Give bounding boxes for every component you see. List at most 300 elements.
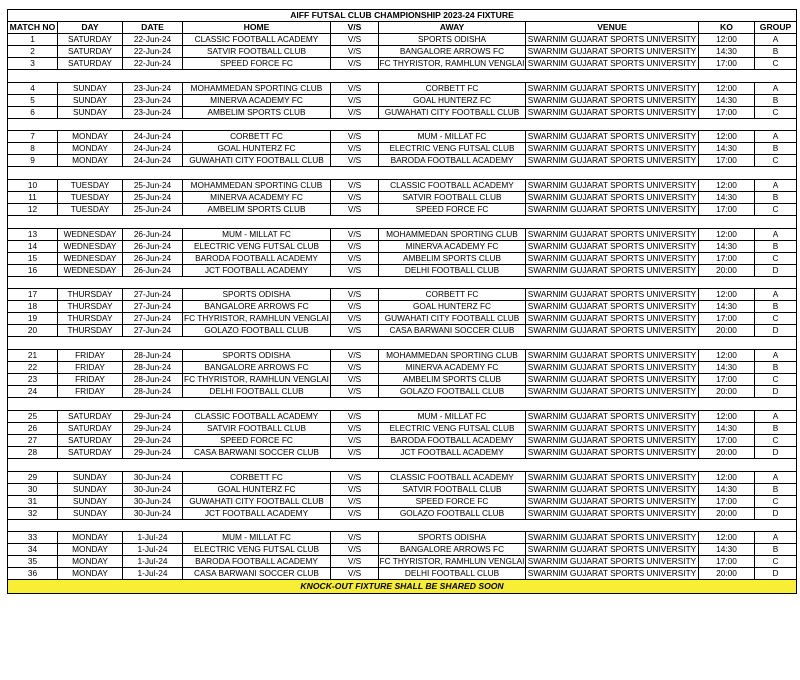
day-cell: SUNDAY (58, 495, 123, 507)
day-cell: SATURDAY (58, 410, 123, 422)
kickoff-cell: 12:00 (699, 410, 755, 422)
fixture-row (8, 350, 797, 362)
vs-cell: V/S (331, 483, 379, 495)
fixture-row (8, 544, 797, 556)
venue-cell: SWARNIM GUJARAT SPORTS UNIVERSITY (526, 434, 699, 446)
group-cell: B (755, 362, 797, 374)
match-no-cell: 3 (8, 58, 58, 70)
home-team-cell: AMBELIM SPORTS CLUB (183, 106, 331, 118)
venue-cell: SWARNIM GUJARAT SPORTS UNIVERSITY (526, 556, 699, 568)
vs-cell: V/S (331, 350, 379, 362)
fixture-row (8, 180, 797, 192)
group-cell: C (755, 434, 797, 446)
fixture-row (8, 532, 797, 544)
header-date: DATE (123, 22, 183, 34)
date-cell: 22-Jun-24 (123, 46, 183, 58)
date-cell: 26-Jun-24 (123, 264, 183, 276)
vs-cell: V/S (331, 446, 379, 458)
match-no-cell: 26 (8, 422, 58, 434)
vs-cell: V/S (331, 82, 379, 94)
date-cell: 30-Jun-24 (123, 483, 183, 495)
day-cell: SATURDAY (58, 34, 123, 46)
venue-cell: SWARNIM GUJARAT SPORTS UNIVERSITY (526, 422, 699, 434)
fixture-row (8, 252, 797, 264)
fixture-row (8, 362, 797, 374)
fixture-row (8, 34, 797, 46)
venue-cell: SWARNIM GUJARAT SPORTS UNIVERSITY (526, 106, 699, 118)
match-no-cell: 12 (8, 204, 58, 216)
vs-cell: V/S (331, 94, 379, 106)
home-team-cell: ELECTRIC VENG FUTSAL CLUB (183, 544, 331, 556)
home-team-cell: MUM - MILLAT FC (183, 532, 331, 544)
away-team-cell: AMBELIM SPORTS CLUB (379, 374, 526, 386)
date-cell: 25-Jun-24 (123, 204, 183, 216)
match-no-cell: 23 (8, 374, 58, 386)
home-team-cell: FC THYRISTOR, RAMHLUN VENGLAI (184, 313, 329, 324)
fixture-title: AIFF FUTSAL CLUB CHAMPIONSHIP 2023-24 FIXTURE (8, 10, 797, 22)
header-away: AWAY (379, 22, 526, 34)
group-cell: B (755, 544, 797, 556)
group-cell: A (755, 350, 797, 362)
kickoff-cell: 14:30 (699, 483, 755, 495)
match-no-cell: 5 (8, 94, 58, 106)
day-cell: SATURDAY (58, 422, 123, 434)
fixture-row (8, 155, 797, 167)
home-team-cell: SPORTS ODISHA (183, 289, 331, 301)
home-team-cell: MINERVA ACADEMY FC (183, 192, 331, 204)
home-team-cell: MOHAMMEDAN SPORTING CLUB (183, 180, 331, 192)
day-cell: SUNDAY (58, 106, 123, 118)
away-team-cell: MOHAMMEDAN SPORTING CLUB (379, 350, 526, 362)
venue-cell: SWARNIM GUJARAT SPORTS UNIVERSITY (526, 301, 699, 313)
date-cell: 1-Jul-24 (123, 556, 183, 568)
away-team-cell: MOHAMMEDAN SPORTING CLUB (379, 228, 526, 240)
away-team-cell: SPEED FORCE FC (379, 204, 526, 216)
vs-cell: V/S (331, 180, 379, 192)
vs-cell: V/S (331, 325, 379, 337)
away-team-cell: GUWAHATI CITY FOOTBALL CLUB (379, 313, 526, 325)
venue-cell: SWARNIM GUJARAT SPORTS UNIVERSITY (526, 155, 699, 167)
date-cell: 1-Jul-24 (123, 568, 183, 580)
group-cell: B (755, 422, 797, 434)
group-cell: A (755, 180, 797, 192)
vs-cell: V/S (331, 544, 379, 556)
date-cell: 26-Jun-24 (123, 228, 183, 240)
home-team-cell: GOLAZO FOOTBALL CLUB (183, 325, 331, 337)
venue-cell: SWARNIM GUJARAT SPORTS UNIVERSITY (526, 228, 699, 240)
away-team-cell: SPEED FORCE FC (379, 495, 526, 507)
venue-cell: SWARNIM GUJARAT SPORTS UNIVERSITY (526, 131, 699, 143)
title-row (8, 10, 797, 22)
vs-cell: V/S (331, 532, 379, 544)
header-vs: V/S (331, 22, 379, 34)
match-no-cell: 1 (8, 34, 58, 46)
date-cell: 27-Jun-24 (123, 313, 183, 325)
spacer-cell (8, 398, 797, 411)
day-cell: MONDAY (58, 155, 123, 167)
kickoff-cell: 14:30 (699, 94, 755, 106)
spacer-row (8, 458, 797, 471)
away-team-cell: BANGALORE ARROWS FC (379, 544, 526, 556)
kickoff-cell: 12:00 (699, 228, 755, 240)
date-cell: 25-Jun-24 (123, 192, 183, 204)
venue-cell: SWARNIM GUJARAT SPORTS UNIVERSITY (526, 495, 699, 507)
vs-cell: V/S (331, 46, 379, 58)
venue-cell: SWARNIM GUJARAT SPORTS UNIVERSITY (526, 46, 699, 58)
away-team-cell: CASA BARWANI SOCCER CLUB (379, 325, 526, 337)
day-cell: THURSDAY (58, 301, 123, 313)
kickoff-cell: 20:00 (699, 386, 755, 398)
kickoff-cell: 12:00 (699, 180, 755, 192)
date-cell: 30-Jun-24 (123, 495, 183, 507)
group-cell: B (755, 143, 797, 155)
group-cell: B (755, 46, 797, 58)
venue-cell: SWARNIM GUJARAT SPORTS UNIVERSITY (526, 507, 699, 519)
venue-cell: SWARNIM GUJARAT SPORTS UNIVERSITY (526, 252, 699, 264)
home-team-cell: GUWAHATI CITY FOOTBALL CLUB (183, 155, 331, 167)
group-cell: A (755, 228, 797, 240)
spacer-cell (8, 70, 797, 83)
knockout-notice: KNOCK-OUT FIXTURE SHALL BE SHARED SOON (8, 580, 797, 594)
away-team-cell: BANGALORE ARROWS FC (379, 46, 526, 58)
vs-cell: V/S (331, 313, 379, 325)
match-no-cell: 20 (8, 325, 58, 337)
group-cell: B (755, 301, 797, 313)
header-day: DAY (58, 22, 123, 34)
vs-cell: V/S (331, 386, 379, 398)
spacer-cell (8, 276, 797, 289)
group-cell: C (755, 58, 797, 70)
fixture-row (8, 446, 797, 458)
kickoff-cell: 14:30 (699, 362, 755, 374)
day-cell: TUESDAY (58, 204, 123, 216)
vs-cell: V/S (331, 264, 379, 276)
match-no-cell: 4 (8, 82, 58, 94)
day-cell: MONDAY (58, 556, 123, 568)
vs-cell: V/S (331, 434, 379, 446)
day-cell: WEDNESDAY (58, 252, 123, 264)
fixture-row (8, 568, 797, 580)
home-team-cell: FC THYRISTOR, RAMHLUN VENGLAI (184, 374, 329, 385)
kickoff-cell: 12:00 (699, 82, 755, 94)
away-team-cell: BARODA FOOTBALL ACADEMY (379, 155, 526, 167)
kickoff-cell: 17:00 (699, 434, 755, 446)
match-no-cell: 14 (8, 240, 58, 252)
day-cell: SUNDAY (58, 82, 123, 94)
kickoff-cell: 17:00 (699, 58, 755, 70)
spacer-row (8, 70, 797, 83)
day-cell: FRIDAY (58, 350, 123, 362)
fixture-row (8, 556, 797, 568)
group-cell: C (755, 495, 797, 507)
away-team-cell: GOLAZO FOOTBALL CLUB (379, 386, 526, 398)
match-no-cell: 31 (8, 495, 58, 507)
away-team-cell: GUWAHATI CITY FOOTBALL CLUB (379, 106, 526, 118)
group-cell: C (755, 374, 797, 386)
away-team-cell: JCT FOOTBALL ACADEMY (379, 446, 526, 458)
venue-cell: SWARNIM GUJARAT SPORTS UNIVERSITY (526, 313, 699, 325)
day-cell: THURSDAY (58, 325, 123, 337)
day-cell: TUESDAY (58, 180, 123, 192)
kickoff-cell: 17:00 (699, 556, 755, 568)
day-cell: SATURDAY (58, 434, 123, 446)
away-team-cell: MUM - MILLAT FC (379, 410, 526, 422)
venue-cell: SWARNIM GUJARAT SPORTS UNIVERSITY (526, 289, 699, 301)
away-team-cell: CLASSIC FOOTBALL ACADEMY (379, 471, 526, 483)
kickoff-cell: 20:00 (699, 568, 755, 580)
kickoff-cell: 12:00 (699, 131, 755, 143)
spacer-row (8, 167, 797, 180)
date-cell: 29-Jun-24 (123, 434, 183, 446)
kickoff-cell: 12:00 (699, 532, 755, 544)
group-cell: D (755, 264, 797, 276)
header-ko: KO (699, 22, 755, 34)
match-no-cell: 8 (8, 143, 58, 155)
day-cell: THURSDAY (58, 313, 123, 325)
kickoff-cell: 17:00 (699, 106, 755, 118)
away-team-cell: CORBETT FC (379, 82, 526, 94)
group-cell: C (755, 556, 797, 568)
kickoff-cell: 20:00 (699, 507, 755, 519)
kickoff-cell: 14:30 (699, 240, 755, 252)
fixture-row (8, 386, 797, 398)
home-team-cell: CORBETT FC (183, 131, 331, 143)
date-cell: 24-Jun-24 (123, 131, 183, 143)
home-team-cell: BANGALORE ARROWS FC (183, 362, 331, 374)
spacer-cell (8, 118, 797, 131)
group-cell: D (755, 507, 797, 519)
home-team-cell: CASA BARWANI SOCCER CLUB (183, 568, 331, 580)
venue-cell: SWARNIM GUJARAT SPORTS UNIVERSITY (526, 446, 699, 458)
date-cell: 25-Jun-24 (123, 180, 183, 192)
vs-cell: V/S (331, 192, 379, 204)
vs-cell: V/S (331, 556, 379, 568)
match-no-cell: 16 (8, 264, 58, 276)
away-team-cell: GOAL HUNTERZ FC (379, 301, 526, 313)
home-team-cell: SPEED FORCE FC (183, 58, 331, 70)
fixture-row (8, 228, 797, 240)
away-team-cell: GOLAZO FOOTBALL CLUB (379, 507, 526, 519)
fixture-row (8, 374, 797, 386)
match-no-cell: 19 (8, 313, 58, 325)
kickoff-cell: 20:00 (699, 325, 755, 337)
venue-cell: SWARNIM GUJARAT SPORTS UNIVERSITY (526, 82, 699, 94)
match-no-cell: 2 (8, 46, 58, 58)
footer-row (8, 580, 797, 594)
day-cell: WEDNESDAY (58, 264, 123, 276)
away-team-cell: SPORTS ODISHA (379, 532, 526, 544)
kickoff-cell: 17:00 (699, 495, 755, 507)
fixture-row (8, 204, 797, 216)
fixture-row (8, 495, 797, 507)
fixture-row (8, 483, 797, 495)
date-cell: 24-Jun-24 (123, 143, 183, 155)
kickoff-cell: 17:00 (699, 204, 755, 216)
match-no-cell: 13 (8, 228, 58, 240)
spacer-cell (8, 519, 797, 532)
vs-cell: V/S (331, 204, 379, 216)
match-no-cell: 22 (8, 362, 58, 374)
header-group: GROUP (755, 22, 797, 34)
spacer-row (8, 216, 797, 229)
kickoff-cell: 14:30 (699, 301, 755, 313)
match-no-cell: 36 (8, 568, 58, 580)
venue-cell: SWARNIM GUJARAT SPORTS UNIVERSITY (526, 568, 699, 580)
date-cell: 27-Jun-24 (123, 325, 183, 337)
group-cell: D (755, 568, 797, 580)
away-team-cell: DELHI FOOTBALL CLUB (379, 264, 526, 276)
day-cell: SUNDAY (58, 471, 123, 483)
vs-cell: V/S (331, 240, 379, 252)
spacer-row (8, 118, 797, 131)
venue-cell: SWARNIM GUJARAT SPORTS UNIVERSITY (526, 471, 699, 483)
venue-cell: SWARNIM GUJARAT SPORTS UNIVERSITY (526, 58, 699, 70)
kickoff-cell: 12:00 (699, 34, 755, 46)
match-no-cell: 15 (8, 252, 58, 264)
day-cell: MONDAY (58, 544, 123, 556)
fixture-row (8, 507, 797, 519)
home-team-cell: GOAL HUNTERZ FC (183, 143, 331, 155)
date-cell: 30-Jun-24 (123, 471, 183, 483)
date-cell: 28-Jun-24 (123, 374, 183, 386)
venue-cell: SWARNIM GUJARAT SPORTS UNIVERSITY (526, 94, 699, 106)
home-team-cell: CLASSIC FOOTBALL ACADEMY (183, 34, 331, 46)
day-cell: SUNDAY (58, 483, 123, 495)
home-team-cell: GOAL HUNTERZ FC (183, 483, 331, 495)
fixture-table (7, 9, 797, 594)
match-no-cell: 18 (8, 301, 58, 313)
spacer-cell (8, 216, 797, 229)
venue-cell: SWARNIM GUJARAT SPORTS UNIVERSITY (526, 410, 699, 422)
spacer-row (8, 398, 797, 411)
match-no-cell: 33 (8, 532, 58, 544)
venue-cell: SWARNIM GUJARAT SPORTS UNIVERSITY (526, 325, 699, 337)
fixture-row (8, 264, 797, 276)
home-team-cell: ELECTRIC VENG FUTSAL CLUB (183, 240, 331, 252)
match-no-cell: 9 (8, 155, 58, 167)
kickoff-cell: 12:00 (699, 289, 755, 301)
vs-cell: V/S (331, 362, 379, 374)
spacer-row (8, 519, 797, 532)
group-cell: C (755, 313, 797, 325)
date-cell: 22-Jun-24 (123, 58, 183, 70)
match-no-cell: 34 (8, 544, 58, 556)
group-cell: B (755, 240, 797, 252)
home-team-cell: BANGALORE ARROWS FC (183, 301, 331, 313)
away-team-cell: FC THYRISTOR, RAMHLUN VENGLAI (379, 556, 525, 567)
group-cell: B (755, 192, 797, 204)
date-cell: 27-Jun-24 (123, 301, 183, 313)
day-cell: MONDAY (58, 131, 123, 143)
away-team-cell: ELECTRIC VENG FUTSAL CLUB (379, 422, 526, 434)
away-team-cell: GOAL HUNTERZ FC (379, 94, 526, 106)
date-cell: 28-Jun-24 (123, 362, 183, 374)
venue-cell: SWARNIM GUJARAT SPORTS UNIVERSITY (526, 34, 699, 46)
kickoff-cell: 12:00 (699, 350, 755, 362)
fixture-row (8, 192, 797, 204)
date-cell: 26-Jun-24 (123, 240, 183, 252)
away-team-cell: ELECTRIC VENG FUTSAL CLUB (379, 143, 526, 155)
day-cell: FRIDAY (58, 386, 123, 398)
home-team-cell: GUWAHATI CITY FOOTBALL CLUB (183, 495, 331, 507)
date-cell: 26-Jun-24 (123, 252, 183, 264)
match-no-cell: 11 (8, 192, 58, 204)
match-no-cell: 28 (8, 446, 58, 458)
header-match-no: MATCH NO (8, 22, 58, 34)
fixture-row (8, 422, 797, 434)
away-team-cell: CORBETT FC (379, 289, 526, 301)
fixture-row (8, 131, 797, 143)
match-no-cell: 27 (8, 434, 58, 446)
kickoff-cell: 14:30 (699, 143, 755, 155)
header-home: HOME (183, 22, 331, 34)
kickoff-cell: 14:30 (699, 192, 755, 204)
vs-cell: V/S (331, 568, 379, 580)
date-cell: 23-Jun-24 (123, 94, 183, 106)
date-cell: 1-Jul-24 (123, 544, 183, 556)
fixture-row (8, 240, 797, 252)
venue-cell: SWARNIM GUJARAT SPORTS UNIVERSITY (526, 532, 699, 544)
day-cell: MONDAY (58, 143, 123, 155)
spacer-row (8, 276, 797, 289)
date-cell: 29-Jun-24 (123, 422, 183, 434)
home-team-cell: BARODA FOOTBALL ACADEMY (183, 556, 331, 568)
home-team-cell: MOHAMMEDAN SPORTING CLUB (183, 82, 331, 94)
fixture-sheet (7, 9, 796, 594)
vs-cell: V/S (331, 228, 379, 240)
kickoff-cell: 14:30 (699, 544, 755, 556)
group-cell: C (755, 155, 797, 167)
match-no-cell: 10 (8, 180, 58, 192)
home-team-cell: JCT FOOTBALL ACADEMY (183, 264, 331, 276)
spacer-cell (8, 337, 797, 350)
kickoff-cell: 12:00 (699, 471, 755, 483)
venue-cell: SWARNIM GUJARAT SPORTS UNIVERSITY (526, 386, 699, 398)
vs-cell: V/S (331, 155, 379, 167)
match-no-cell: 17 (8, 289, 58, 301)
home-team-cell: AMBELIM SPORTS CLUB (183, 204, 331, 216)
day-cell: MONDAY (58, 568, 123, 580)
date-cell: 28-Jun-24 (123, 386, 183, 398)
group-cell: A (755, 82, 797, 94)
spacer-cell (8, 458, 797, 471)
fixture-row (8, 94, 797, 106)
home-team-cell: CASA BARWANI SOCCER CLUB (183, 446, 331, 458)
day-cell: THURSDAY (58, 289, 123, 301)
fixture-row (8, 313, 797, 325)
day-cell: SATURDAY (58, 46, 123, 58)
date-cell: 23-Jun-24 (123, 106, 183, 118)
vs-cell: V/S (331, 106, 379, 118)
home-team-cell: SPORTS ODISHA (183, 350, 331, 362)
away-team-cell: MUM - MILLAT FC (379, 131, 526, 143)
group-cell: B (755, 483, 797, 495)
day-cell: SUNDAY (58, 94, 123, 106)
spacer-row (8, 337, 797, 350)
day-cell: SATURDAY (58, 446, 123, 458)
vs-cell: V/S (331, 34, 379, 46)
fixture-row (8, 143, 797, 155)
group-cell: C (755, 106, 797, 118)
group-cell: D (755, 446, 797, 458)
group-cell: A (755, 289, 797, 301)
vs-cell: V/S (331, 143, 379, 155)
group-cell: C (755, 252, 797, 264)
home-team-cell: JCT FOOTBALL ACADEMY (183, 507, 331, 519)
vs-cell: V/S (331, 422, 379, 434)
away-team-cell: DELHI FOOTBALL CLUB (379, 568, 526, 580)
group-cell: D (755, 386, 797, 398)
